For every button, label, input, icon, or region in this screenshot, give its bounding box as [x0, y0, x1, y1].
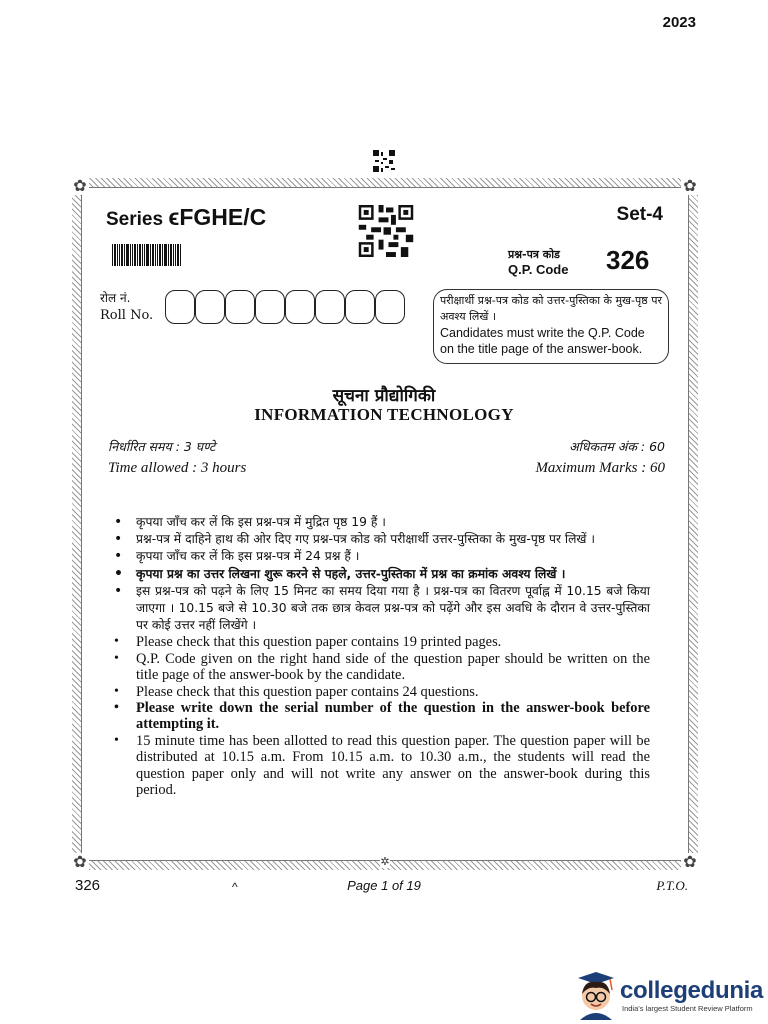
roll-number-box[interactable]	[165, 290, 195, 324]
brand-name: collegedunia	[620, 977, 764, 1004]
set-label: Set-4	[616, 204, 663, 225]
instruction-item: • 15 minute time has been allotted to read this question paper. The question paper will be distributed at 10.15 a.m. From 10.15 a.m. to 10.30 a.m., the students will read the question paper only and will not write any answer on the answer-book during this period.	[110, 733, 650, 799]
instructions-list	[110, 514, 650, 798]
instruction-item: • Please write down the serial number of the question in the answer-book before attempting it.	[110, 700, 650, 733]
roll-number-box[interactable]	[375, 290, 405, 324]
instruction-item: • कृपया जाँच कर लें कि इस प्रश्न-पत्र में मुद्रित पृष्ठ 19 हैं ।	[110, 514, 650, 531]
subject-title-hindi: सूचना प्रौद्योगिकी	[332, 386, 436, 406]
brand-tagline: India's largest Student Review Platform	[622, 1004, 753, 1013]
roll-number-box[interactable]	[225, 290, 255, 324]
top-qr-code-icon	[373, 150, 395, 172]
corner-ornament-icon: ✿	[681, 853, 699, 871]
roll-number-box[interactable]	[195, 290, 225, 324]
notice-english: Candidates must write the Q.P. Code on the title page of the answer-book.	[440, 326, 645, 356]
roll-number-boxes	[165, 290, 405, 324]
barcode-icon	[112, 244, 182, 266]
roll-number-box[interactable]	[345, 290, 375, 324]
roll-label-hindi: रोल नं.	[100, 291, 131, 305]
maximum-marks: Maximum Marks : 60	[535, 460, 665, 476]
qp-code-value: 326	[606, 245, 650, 275]
year-label: 2023	[662, 14, 696, 31]
notice-hindi: परीक्षार्थी प्रश्न-पत्र कोड को उत्तर-पुस्तिका के मुख-पृष्ठ पर अवश्य लिखें ।	[440, 294, 662, 323]
time-allowed: Time allowed : 3 hours	[108, 460, 247, 476]
page-number: Page 1 of 19	[347, 878, 421, 893]
instruction-item: • प्रश्न-पत्र में दाहिने हाथ की ओर दिए गए प्रश्न-पत्र कोड को परीक्षार्थी उत्तर-पुस्तिका के मुख-पृष्ठ पर लिखें ।	[110, 531, 650, 548]
pto-label: P.T.O.	[656, 878, 688, 893]
series-code: ϵFGHE/C	[168, 204, 267, 230]
corner-ornament-icon: ✿	[681, 177, 699, 195]
roll-number-box[interactable]	[315, 290, 345, 324]
qp-code-label: Q.P. Code	[508, 262, 569, 277]
maximum-marks-hindi: अधिकतम अंक : 60	[569, 439, 665, 454]
instruction-item: • कृपया प्रश्न का उत्तर लिखना शुरू करने से पहले, उत्तर-पुस्तिका में प्रश्न का क्रमांक अवश्य लिखें ।	[110, 566, 650, 583]
qr-code-icon	[358, 205, 414, 257]
corner-ornament-icon: ✿	[71, 853, 89, 871]
roll-label: Roll No.	[100, 308, 154, 323]
border-ornament-icon: ✲	[380, 855, 390, 868]
instruction-item: • Please check that this question paper contains 24 questions.	[110, 684, 650, 700]
instruction-item: • Please check that this question paper contains 19 printed pages.	[110, 634, 650, 650]
series-label: Series ϵFGHE/C	[106, 204, 267, 230]
qp-code-notice	[433, 289, 669, 364]
roll-number-box[interactable]	[255, 290, 285, 324]
footer-qp-code: 326	[75, 877, 101, 894]
roll-number-box[interactable]	[285, 290, 315, 324]
subject-title: INFORMATION TECHNOLOGY	[254, 405, 514, 424]
corner-ornament-icon: ✿	[71, 177, 89, 195]
qp-code-label-hindi: प्रश्न-पत्र कोड	[508, 248, 560, 261]
instruction-item: • इस प्रश्न-पत्र को पढ़ने के लिए 15 मिनट का समय दिया गया है । प्रश्न-पत्र का वितरण पूर्वाह्न में 10.15 बजे किया जाएगा । 10.15 बजे से 10.30 बजे तक छात्र केवल प्रश्न-पत्र को पढ़ेंगे और इस अवधि के दौरान वे उत्तर-पुस्तिका पर कोई उत्तर नहीं लिखेंगे ।	[110, 583, 650, 635]
time-allowed-hindi: निर्धारित समय : 3 घण्टे	[108, 439, 216, 454]
instruction-item: • कृपया जाँच कर लें कि इस प्रश्न-पत्र में 24 प्रश्न हैं ।	[110, 548, 650, 565]
caret-icon: ^	[232, 880, 238, 894]
instruction-item: • Q.P. Code given on the right hand side of the question paper should be written on the title page of the answer-book by the candidate.	[110, 651, 650, 684]
